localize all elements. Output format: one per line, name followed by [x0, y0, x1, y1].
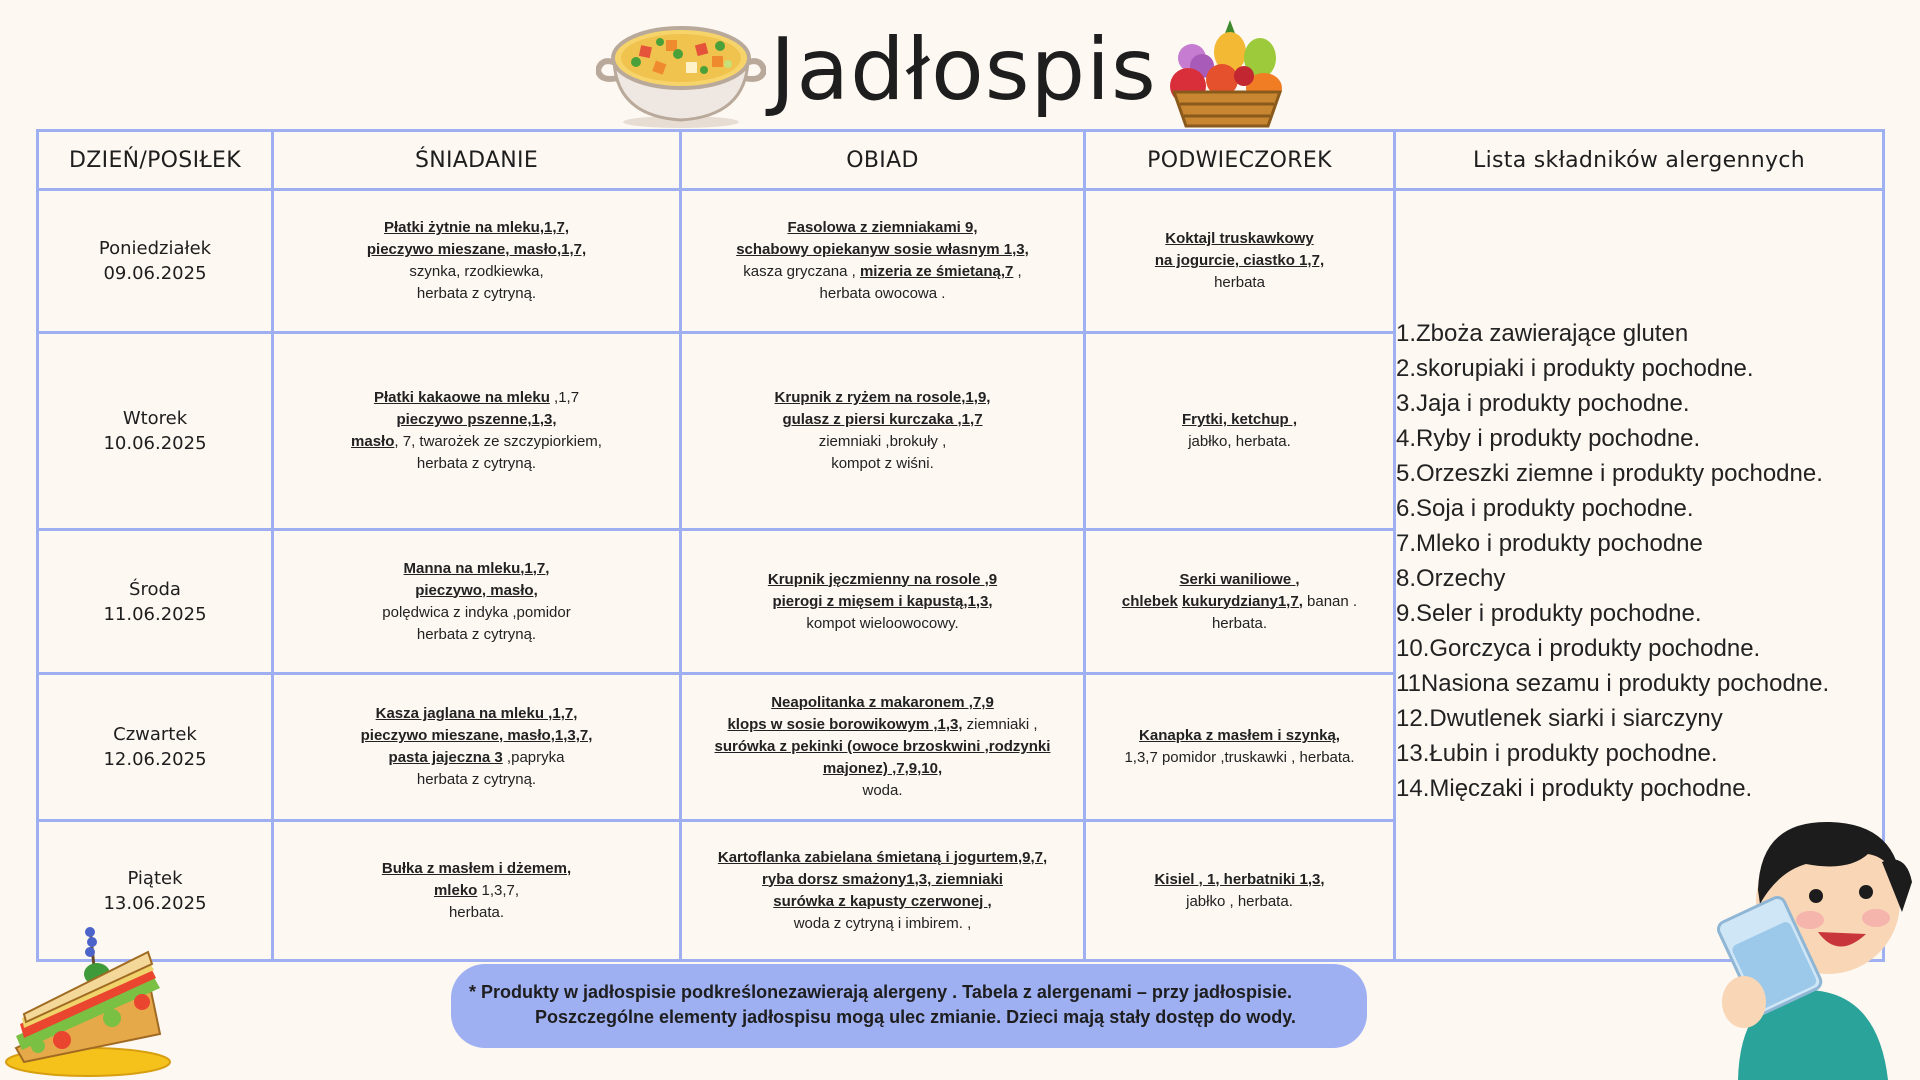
meal-line	[688, 283, 1077, 305]
meal-line	[1092, 569, 1387, 591]
page-title: Jadłospis	[770, 20, 1157, 120]
day-date: 11.06.2025	[103, 603, 207, 625]
meal-line	[688, 409, 1077, 431]
allergen-text: Płatki żytnie na mleku,1,7,	[383, 219, 570, 236]
allergen-text: chlebek	[1121, 592, 1178, 610]
sandwich-icon	[2, 922, 174, 1078]
meal-line	[280, 769, 673, 791]
allergen-text: pieczywo, masło,	[415, 581, 538, 599]
allergen-item: 8.Orzechy	[1396, 565, 1506, 592]
meal-line	[1092, 431, 1387, 453]
meal-text: ,1,7	[549, 389, 580, 406]
day-cell	[38, 530, 273, 674]
meal-line	[1092, 250, 1387, 272]
breakfast-cell	[273, 333, 681, 530]
meal-line	[688, 714, 1077, 736]
allergen-text: kukurydziany1,7,	[1181, 592, 1303, 610]
meal-line	[1092, 747, 1387, 769]
meal-line	[688, 261, 1077, 283]
lunch-cell	[681, 333, 1085, 530]
allergen-item: 3.Jaja i produkty pochodne.	[1396, 390, 1690, 417]
lunch-cell	[681, 821, 1085, 961]
allergen-text: pieczywo mieszane, masło,1,3,7,	[360, 727, 593, 744]
meal-text: ziemniaki ,brokuły ,	[818, 433, 947, 450]
meal-text: herbata z cytryną.	[416, 625, 537, 643]
allergen-text: mleko	[433, 881, 478, 899]
allergen-text: Kanapka z masłem i szynką,	[1139, 727, 1340, 744]
meal-line	[280, 747, 673, 769]
allergen-text: Serki waniliowe ,	[1179, 570, 1300, 588]
allergen-text: na jogurcie, ciastko 1,7,	[1154, 252, 1325, 269]
meal-text: herbata	[1214, 274, 1265, 291]
soup-pot-icon	[596, 12, 766, 130]
meal-line	[688, 569, 1077, 591]
meal-text: jabłko , herbata.	[1186, 892, 1293, 910]
lunch-cell	[681, 190, 1085, 333]
day-date: 09.06.2025	[103, 263, 207, 284]
meal-line	[688, 239, 1077, 261]
meal-text: kompot wieloowocowy.	[806, 614, 959, 632]
meal-line	[280, 431, 673, 453]
allergen-item: 2.skorupiaki i produkty pochodne.	[1396, 355, 1754, 382]
header	[0, 6, 1920, 126]
meal-line	[280, 387, 673, 409]
allergen-text: Koktajl truskawkowy	[1165, 230, 1314, 247]
meal-line	[688, 736, 1077, 758]
meal-text: woda z cytryną i imbirem. ,	[793, 914, 972, 932]
meal-text: jabłko, herbata.	[1188, 433, 1291, 450]
day-name: Środa	[129, 578, 181, 600]
snack-cell	[1085, 333, 1395, 530]
meal-line	[688, 869, 1077, 891]
meal-line	[280, 409, 673, 431]
meal-line	[688, 780, 1077, 802]
meal-line	[280, 261, 673, 283]
allergen-text: pierogi z mięsem i kapustą,1,3,	[772, 592, 993, 610]
allergen-text: surówka z kapusty czerwonej ,	[773, 892, 992, 910]
allergen-text: majonez) ,7,9,10,	[822, 760, 943, 777]
meal-text: 1,3,7 pomidor ,truskawki , herbata.	[1124, 749, 1355, 766]
meal-line	[280, 239, 673, 261]
meal-text: kompot z wiśni.	[831, 455, 934, 472]
header-breakfast: ŚNIADANIE	[273, 131, 681, 190]
allergen-text: Płatki kakaowe na mleku	[373, 389, 550, 406]
day-cell	[38, 333, 273, 530]
day-date: 12.06.2025	[103, 749, 207, 770]
allergen-text: Kasza jaglana na mleku ,1,7,	[375, 705, 578, 722]
allergen-text: pieczywo mieszane, masło,1,7,	[366, 241, 587, 258]
meal-text: herbata z cytryną.	[416, 455, 537, 472]
allergen-item: 1.Zboża zawierające gluten	[1396, 320, 1689, 347]
day-cell	[38, 674, 273, 821]
meal-line	[280, 880, 673, 902]
lunch-cell	[681, 530, 1085, 674]
allergen-text: Bułka z masłem i dżemem,	[381, 859, 572, 877]
meal-line	[280, 580, 673, 602]
meal-line	[688, 591, 1077, 613]
meal-line	[280, 558, 673, 580]
allergen-text: Kartoflanka zabielana śmietaną i jogurtem,9,7,	[717, 848, 1048, 866]
meal-line	[688, 692, 1077, 714]
meal-line	[280, 725, 673, 747]
meal-text: kasza gryczana ,	[743, 263, 860, 280]
meal-line	[1092, 591, 1387, 613]
snack-cell	[1085, 674, 1395, 821]
allergen-item: 12.Dwutlenek siarki i siarczyny	[1396, 705, 1723, 732]
allergen-text: surówka z pekinki (owoce brzoskwini ,rodzynki	[714, 738, 1051, 755]
allergen-item: 5.Orzeszki ziemne i produkty pochodne.	[1396, 460, 1823, 487]
allergen-text: schabowy opiekanyw sosie własnym 1,3,	[736, 241, 1029, 258]
meal-line	[280, 703, 673, 725]
header-lunch: OBIAD	[681, 131, 1085, 190]
meal-line	[688, 891, 1077, 913]
allergen-item: 11Nasiona sezamu i produkty pochodne.	[1396, 670, 1830, 697]
header-allergens: Lista składników alergennych	[1395, 131, 1884, 190]
header-day: DZIEŃ/POSIŁEK	[38, 131, 273, 190]
meal-line	[1092, 613, 1387, 635]
allergen-text: Frytki, ketchup ,	[1181, 411, 1298, 428]
allergen-item: 10.Gorczyca i produkty pochodne.	[1396, 635, 1761, 662]
allergen-item: 9.Seler i produkty pochodne.	[1396, 600, 1702, 627]
meal-text: szynka, rzodkiewka,	[409, 263, 544, 280]
meal-text: banan .	[1302, 592, 1358, 610]
footnote-line-1: * Produkty w jadłospisie podkreślonezawierają alergeny . Tabela z alergenami – przy jadłospisie.	[469, 982, 1292, 1002]
allergen-text: pasta jajeczna 3	[388, 749, 503, 766]
allergen-text: Fasolowa z ziemniakami 9,	[787, 219, 978, 236]
allergen-text: Neapolitanka z makaronem ,7,9	[771, 694, 994, 711]
allergen-text: klops w sosie borowikowym ,1,3,	[727, 716, 963, 733]
header-snack: PODWIECZOREK	[1085, 131, 1395, 190]
meal-text: woda.	[862, 782, 903, 799]
meal-line	[280, 283, 673, 305]
footnote-banner	[451, 964, 1367, 1048]
meal-line	[688, 758, 1077, 780]
meal-line	[1092, 228, 1387, 250]
meal-text: ziemniaki ,	[962, 716, 1038, 733]
day-date: 13.06.2025	[103, 892, 207, 914]
meal-line	[688, 387, 1077, 409]
allergen-text: Krupnik z ryżem na rosole,1,9,	[774, 389, 991, 406]
breakfast-cell	[273, 821, 681, 961]
meal-text: polędwica z indyka ,pomidor	[382, 603, 571, 621]
meal-text: ,papryka	[502, 749, 565, 766]
meal-line	[280, 858, 673, 880]
table-row	[38, 190, 1884, 333]
day-name: Poniedziałek	[98, 238, 212, 259]
allergen-item: 6.Soja i produkty pochodne.	[1396, 495, 1694, 522]
meal-text: herbata z cytryną.	[416, 771, 537, 788]
breakfast-cell	[273, 530, 681, 674]
allergen-item: 7.Mleko i produkty pochodne	[1396, 530, 1703, 557]
snack-cell	[1085, 821, 1395, 961]
day-name: Piątek	[127, 867, 183, 889]
meal-line	[1092, 869, 1387, 891]
meal-line	[688, 431, 1077, 453]
snack-cell	[1085, 530, 1395, 674]
meal-line	[1092, 272, 1387, 294]
meal-line	[1092, 409, 1387, 431]
meal-line	[688, 613, 1077, 635]
meal-text: herbata.	[1211, 614, 1268, 632]
lunch-cell	[681, 674, 1085, 821]
meal-text: herbata.	[448, 903, 505, 921]
meal-line	[280, 902, 673, 924]
meal-line	[688, 453, 1077, 475]
day-cell	[38, 190, 273, 333]
meal-line	[280, 602, 673, 624]
meal-line	[280, 217, 673, 239]
table-header-row	[38, 131, 1884, 190]
meal-line	[280, 453, 673, 475]
meal-line	[688, 913, 1077, 935]
menu-table	[36, 129, 1885, 962]
meal-line	[1092, 725, 1387, 747]
allergen-text: Krupnik jęczmienny na rosole ,9	[767, 570, 998, 588]
meal-text: herbata owocowa .	[819, 285, 946, 302]
allergen-text: ryba dorsz smażony1,3, ziemniaki	[762, 870, 1003, 888]
meal-text: ,	[1013, 263, 1022, 280]
allergen-text: mizeria ze śmietaną,7	[859, 263, 1014, 280]
snack-cell	[1085, 190, 1395, 333]
meal-line	[688, 217, 1077, 239]
breakfast-cell	[273, 190, 681, 333]
allergen-text: Manna na mleku,1,7,	[403, 559, 550, 577]
day-date: 10.06.2025	[103, 433, 207, 454]
meal-text: 1,3,7,	[477, 881, 520, 899]
allergen-item: 4.Ryby i produkty pochodne.	[1396, 425, 1701, 452]
footnote-line-2: Poszczególne elementy jadłospisu mogą ulec zmianie. Dzieci mają stały dostęp do wody.	[535, 1007, 1296, 1027]
meal-line	[280, 624, 673, 646]
day-name: Wtorek	[122, 408, 188, 429]
meal-text: herbata z cytryną.	[416, 285, 537, 302]
day-name: Czwartek	[113, 724, 197, 745]
allergen-item: 14.Mięczaki i produkty pochodne.	[1396, 775, 1753, 802]
allergen-text: pieczywo pszenne,1,3,	[396, 411, 557, 428]
allergen-text: gulasz z piersi kurczaka ,1,7	[782, 411, 983, 428]
allergen-text: masło	[351, 433, 395, 450]
fruit-basket-icon	[1164, 14, 1290, 132]
meal-line	[1092, 891, 1387, 913]
allergen-item: 13.Łubin i produkty pochodne.	[1396, 740, 1718, 767]
meal-text: , 7, twarożek ze szczypiorkiem,	[394, 433, 602, 450]
allergen-text: Kisiel , 1, herbatniki 1,3,	[1154, 870, 1325, 888]
child-drinking-icon	[1698, 792, 1920, 1080]
breakfast-cell	[273, 674, 681, 821]
meal-line	[688, 847, 1077, 869]
